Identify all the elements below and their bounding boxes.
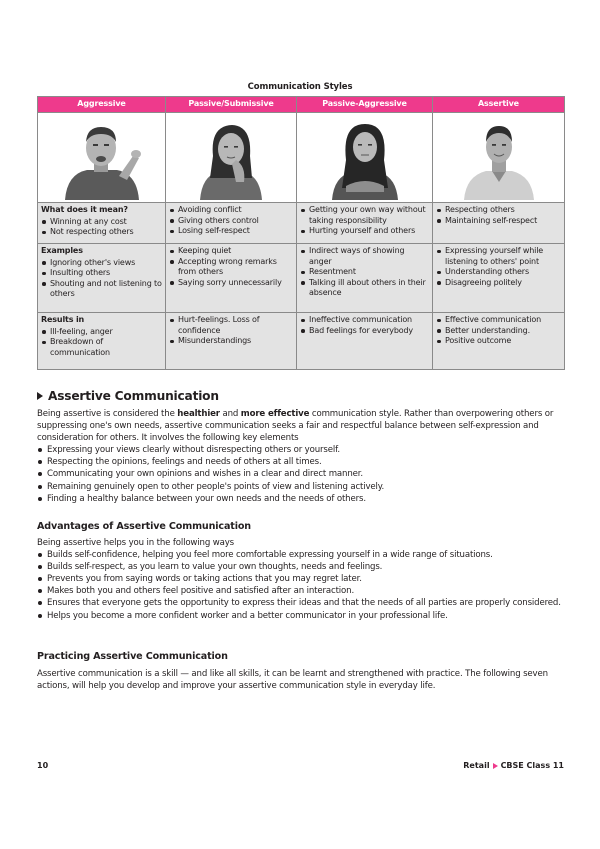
results-passive-aggressive-cell <box>297 313 433 370</box>
list-item: Maintaining self-respect <box>436 216 561 227</box>
practicing-paragraph: Assertive communication is a skill — and like all skills, it can be learnt and strengthened with practice. The following seven actions, will help you develop and improve your assertive communication style in everyday life. <box>37 669 548 692</box>
list-item: Effective communication <box>436 315 561 326</box>
list-item: Ineffective communication <box>300 315 429 326</box>
list-item: Communicating your own opinions and wishes in a clear and direct manner. <box>37 468 565 480</box>
list-item: Prevents you from saying words or taking actions that you may regret later. <box>37 573 565 585</box>
advantages-intro: Being assertive helps you in the following ways <box>37 538 234 548</box>
advantages-block <box>37 537 565 622</box>
triangle-bullet-icon <box>37 392 43 400</box>
list-item: Keeping quiet <box>169 246 293 257</box>
list-item: Indirect ways of showing anger <box>300 246 429 267</box>
list-item: Saying sorry unnecessarily <box>169 278 293 289</box>
list-item: Hurting yourself and others <box>300 226 429 237</box>
advantages-list <box>37 549 565 622</box>
list-item: Finding a healthy balance between your own needs and the needs of others. <box>37 493 565 505</box>
row-heading-examples: Examples <box>41 246 83 255</box>
header-passive-aggressive: Passive-Aggressive <box>297 97 433 113</box>
list-item: Understanding others <box>436 267 561 278</box>
assertive-communication-heading <box>37 389 219 403</box>
list-item: Makes both you and others feel positive and satisfied after an interaction. <box>37 585 565 597</box>
list-item: Misunderstandings <box>169 336 293 347</box>
list-item: Expressing your views clearly without disrespecting others or yourself. <box>37 444 565 456</box>
intro-bold-healthier: healthier <box>177 409 220 419</box>
list-item: Hurt-feelings. Loss of confidence <box>169 315 293 336</box>
intro-text: and <box>219 409 241 419</box>
practicing-heading: Practicing Assertive Communication <box>37 651 228 662</box>
meaning-passive-cell <box>166 203 297 244</box>
list-item: Shouting and not listening to others <box>41 279 162 300</box>
assertive-portrait-cell <box>433 113 565 203</box>
intro-text: Being assertive is considered the <box>37 409 178 419</box>
list-item: Helps you become a more confident worker and a better communicator in your professional life. <box>37 610 565 622</box>
results-passive-cell <box>166 313 297 370</box>
page-number: 10 <box>37 761 49 770</box>
passive-person-portrait <box>186 116 276 200</box>
aggressive-person-portrait <box>57 116 147 200</box>
intro-text: communication style. Rather than overpowering others or suppressing one's own needs, assertive communication seeks a fair and respectful balance between self-expression and consideration for others. It involves the following key elements <box>37 409 554 444</box>
list-item: Losing self-respect <box>169 226 293 237</box>
list-item: Breakdown of communication <box>41 337 162 358</box>
passive-aggressive-person-portrait <box>320 116 410 200</box>
section-heading-text: Assertive Communication <box>48 389 219 403</box>
assertive-person-portrait <box>454 116 544 200</box>
list-item: Accepting wrong remarks from others <box>169 257 293 278</box>
advantages-heading: Advantages of Assertive Communication <box>37 521 251 532</box>
examples-passive-aggressive-cell <box>297 244 433 313</box>
examples-aggressive-cell <box>38 244 166 313</box>
table-title: Communication Styles <box>247 82 353 92</box>
results-assertive-cell <box>433 313 565 370</box>
list-item: Ill-feeling, anger <box>41 327 162 338</box>
header-passive: Passive/Submissive <box>166 97 297 113</box>
list-item: Better understanding. <box>436 326 561 337</box>
list-item: Respecting others <box>436 205 561 216</box>
triangle-separator-icon <box>493 763 498 769</box>
list-item: Winning at any cost <box>41 217 162 228</box>
list-item: Giving others control <box>169 216 293 227</box>
communication-styles-table <box>37 96 565 370</box>
list-item: Remaining genuinely open to other people's points of view and listening actively. <box>37 481 565 493</box>
meaning-assertive-cell <box>433 203 565 244</box>
list-item: Talking ill about others in their absence <box>300 278 429 299</box>
list-item: Resentment <box>300 267 429 278</box>
results-aggressive-cell <box>38 313 166 370</box>
list-item: Disagreeing politely <box>436 278 561 289</box>
list-item: Positive outcome <box>436 336 561 347</box>
footer-book-info <box>463 761 564 770</box>
list-item: Ensures that everyone gets the opportunity to express their ideas and that the needs of all parties are properly considered. <box>37 597 565 609</box>
examples-assertive-cell <box>433 244 565 313</box>
list-item: Insulting others <box>41 268 162 279</box>
key-elements-list <box>37 444 565 504</box>
meaning-passive-aggressive-cell <box>297 203 433 244</box>
list-item: Ignoring other's views <box>41 258 162 269</box>
passive-aggressive-portrait-cell <box>297 113 433 203</box>
footer-subject: Retail <box>463 761 490 770</box>
aggressive-portrait-cell <box>38 113 166 203</box>
list-item: Builds self-respect, as you learn to value your own thoughts, needs and feelings. <box>37 561 565 573</box>
list-item: Getting your own way without taking responsibility <box>300 205 429 226</box>
list-item: Expressing yourself while listening to others' point <box>436 246 561 267</box>
intro-bold-more-effective: more effective <box>240 409 310 419</box>
meaning-aggressive-cell <box>38 203 166 244</box>
list-item: Builds self-confidence, helping you feel more comfortable expressing yourself in a wide range of situations. <box>37 549 565 561</box>
assertive-intro-block <box>37 408 565 505</box>
assertive-intro-paragraph <box>37 408 565 444</box>
header-assertive: Assertive <box>433 97 565 113</box>
list-item: Avoiding conflict <box>169 205 293 216</box>
row-heading-meaning: What does it mean? <box>41 205 128 214</box>
list-item: Not respecting others <box>41 227 162 238</box>
header-aggressive: Aggressive <box>38 97 166 113</box>
list-item: Respecting the opinions, feelings and needs of others at all times. <box>37 456 565 468</box>
footer-class: CBSE Class 11 <box>500 761 564 770</box>
passive-portrait-cell <box>166 113 297 203</box>
row-heading-results: Results in <box>41 315 85 324</box>
examples-passive-cell <box>166 244 297 313</box>
list-item: Bad feelings for everybody <box>300 326 429 337</box>
